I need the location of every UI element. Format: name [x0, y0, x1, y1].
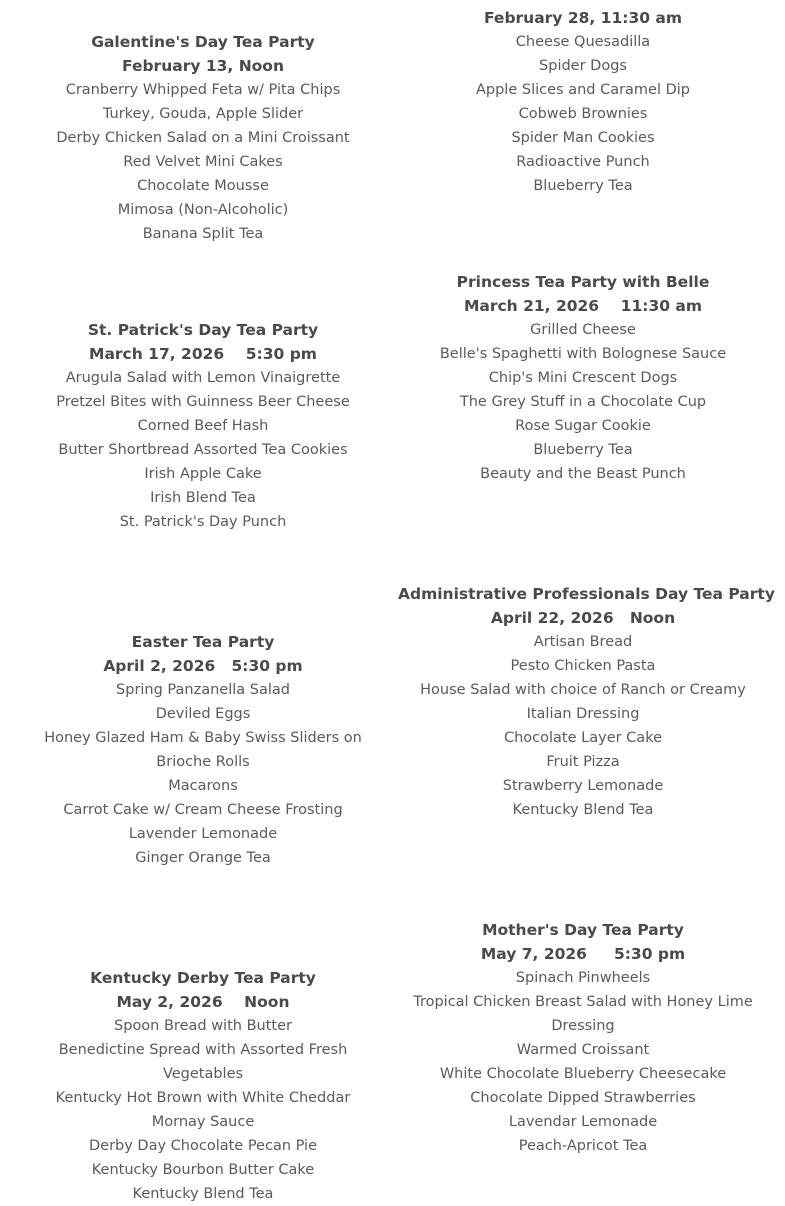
menu-item: Kentucky Bourbon Butter Cake	[91, 1162, 315, 1178]
menu-item: Artisan Bread	[533, 634, 633, 650]
menu-item: Lavender Lemonade	[128, 826, 278, 842]
event-date: April 22, 2026 Noon	[490, 609, 676, 627]
menu-item: White Chocolate Blueberry Cheesecake	[439, 1066, 727, 1082]
menu-item: St. Patrick's Day Punch	[119, 514, 287, 530]
menu-item: Spring Panzanella Salad	[116, 682, 290, 698]
menu-item: Cranberry Whipped Feta w/ Pita Chips	[65, 82, 341, 98]
menu-item: House Salad with choice of Ranch or Creamy Italian Dressing	[420, 682, 746, 722]
menu-item: Chocolate Mousse	[137, 178, 269, 194]
menu-item: Spider Dogs	[539, 58, 627, 74]
menu-item: Warmed Croissant	[516, 1042, 650, 1058]
menu-item: Spider Man Cookies	[511, 130, 655, 146]
event-date: February 28, 11:30 am	[483, 9, 683, 27]
menu-item: Kentucky Blend Tea	[132, 1186, 274, 1202]
menu-item: Honey Glazed Ham & Baby Swiss Sliders on Brioche Rolls	[44, 730, 362, 770]
menu-item: Apple Slices and Caramel Dip	[475, 82, 691, 98]
menu-item: Butter Shortbread Assorted Tea Cookies	[58, 442, 348, 458]
menu-item: Chocolate Dipped Strawberries	[470, 1090, 696, 1106]
event-admin-professionals	[398, 582, 775, 822]
menu-item: Derby Chicken Salad on a Mini Croissant	[56, 130, 350, 146]
menu-item: Lavendar Lemonade	[508, 1114, 658, 1130]
event-title: Kentucky Derby Tea Party	[90, 969, 316, 987]
menu-item: Blueberry Tea	[533, 442, 633, 458]
menu-item: Irish Blend Tea	[150, 490, 256, 506]
menu-item: Banana Split Tea	[142, 226, 264, 242]
menu-item: Benedictine Spread with Assorted Fresh Vegetables	[58, 1042, 348, 1082]
menu-item: Blueberry Tea	[533, 178, 633, 194]
event-princess-belle	[398, 270, 768, 486]
menu-item: Cheese Quesadilla	[515, 34, 651, 50]
event-kentucky-derby	[20, 966, 386, 1206]
event-st-patricks	[20, 318, 386, 534]
menu-item: Chocolate Layer Cake	[503, 730, 662, 746]
menu-item: Spinach Pinwheels	[515, 970, 651, 986]
event-mothers-day	[398, 918, 768, 1158]
menu-item: Strawberry Lemonade	[502, 778, 664, 794]
menu-item: Rose Sugar Cookie	[515, 418, 651, 434]
menu-item: Pesto Chicken Pasta	[510, 658, 656, 674]
event-galentines	[20, 30, 386, 246]
menu-item: Chip's Mini Crescent Dogs	[488, 370, 678, 386]
event-title: Mother's Day Tea Party	[482, 921, 684, 939]
menu-item: Arugula Salad with Lemon Vinaigrette	[65, 370, 341, 386]
menu-item: Kentucky Hot Brown with White Cheddar Mornay Sauce	[55, 1090, 351, 1130]
menu-item: Belle's Spaghetti with Bolognese Sauce	[439, 346, 727, 362]
menu-item: Carrot Cake w/ Cream Cheese Frosting	[63, 802, 343, 818]
menu-item: Peach-Apricot Tea	[518, 1138, 648, 1154]
menu-item: Ginger Orange Tea	[135, 850, 271, 866]
menu-item: Kentucky Blend Tea	[512, 802, 654, 818]
menu-item: Red Velvet Mini Cakes	[123, 154, 283, 170]
event-date: May 2, 2026 Noon	[116, 993, 290, 1011]
menu-item: Pretzel Bites with Guinness Beer Cheese	[56, 394, 350, 410]
event-easter	[20, 630, 386, 870]
menu-item: Cobweb Brownies	[518, 106, 648, 122]
menu-item: Mimosa (Non-Alcoholic)	[117, 202, 289, 218]
menu-item: Spoon Bread with Butter	[114, 1018, 292, 1034]
menu-item: Macarons	[168, 778, 238, 794]
menu-item: Radioactive Punch	[516, 154, 650, 170]
menu-item: Derby Day Chocolate Pecan Pie	[88, 1138, 318, 1154]
menu-item: Corned Beef Hash	[137, 418, 269, 434]
event-date: March 17, 2026 5:30 pm	[89, 345, 317, 363]
menu-item: The Grey Stuff in a Chocolate Cup	[459, 394, 707, 410]
menu-item: Turkey, Gouda, Apple Slider	[102, 106, 304, 122]
event-title: Princess Tea Party with Belle	[456, 273, 710, 291]
event-title: Administrative Professionals Day Tea Party	[398, 585, 775, 603]
menu-item: Tropical Chicken Breast Salad with Honey Lime Dressing	[413, 994, 753, 1034]
event-date: March 21, 2026 11:30 am	[463, 297, 703, 315]
event-title: Easter Tea Party	[131, 633, 275, 651]
menu-item: Beauty and the Beast Punch	[480, 466, 686, 482]
menu-item: Irish Apple Cake	[144, 466, 262, 482]
event-date: February 13, Noon	[121, 57, 284, 75]
event-date: May 7, 2026 5:30 pm	[480, 945, 686, 963]
event-date: April 2, 2026 5:30 pm	[103, 657, 303, 675]
event-superhero	[398, 6, 768, 198]
menu-item: Grilled Cheese	[530, 322, 636, 338]
menu-item: Deviled Eggs	[155, 706, 251, 722]
event-title: Galentine's Day Tea Party	[91, 33, 315, 51]
event-title: St. Patrick's Day Tea Party	[87, 321, 319, 339]
menu-item: Fruit Pizza	[546, 754, 620, 770]
